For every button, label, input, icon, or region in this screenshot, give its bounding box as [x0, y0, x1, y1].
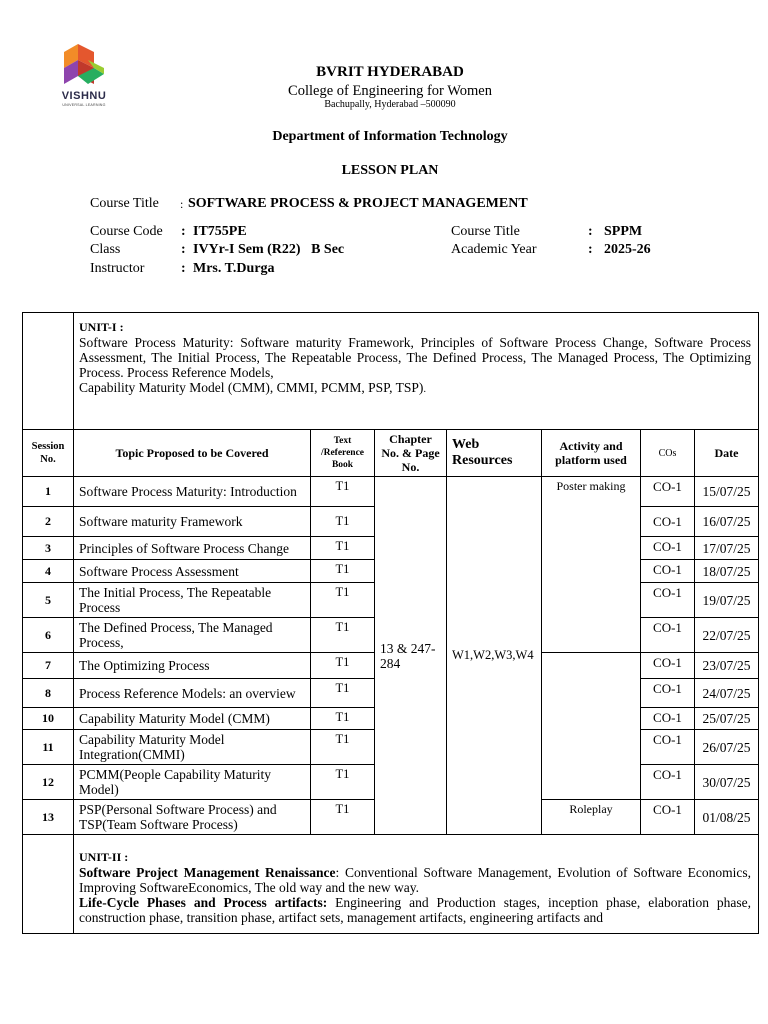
date: 15/07/25	[695, 477, 759, 507]
logo-name: VISHNU	[61, 90, 107, 102]
topic: Process Reference Models: an overview	[74, 679, 311, 708]
col-header-web: Web Resources	[447, 430, 542, 477]
academic-year-value: 2025-26	[604, 242, 651, 257]
session-no: 7	[23, 653, 74, 679]
co: CO-1	[641, 618, 695, 653]
text-book: T1	[311, 507, 375, 537]
date: 22/07/25	[695, 618, 759, 653]
topic: The Initial Process, The Repeatable Process	[74, 583, 311, 618]
co: CO-1	[641, 507, 695, 537]
lesson-plan-table	[22, 312, 759, 934]
course-code-label: Course Code	[90, 224, 163, 239]
topic: The Defined Process, The Managed Process,	[74, 618, 311, 653]
instructor-label: Instructor	[90, 261, 145, 276]
table-row	[23, 477, 759, 507]
co: CO-1	[641, 765, 695, 800]
topic: Software maturity Framework	[74, 507, 311, 537]
document-title: LESSON PLAN	[341, 163, 439, 178]
text-book: T1	[311, 477, 375, 507]
date: 25/07/25	[695, 708, 759, 730]
col-header-topic: Topic Proposed to be Covered	[74, 430, 311, 477]
activity-cell-2: Roleplay	[542, 800, 641, 835]
unit-1-title: UNIT-I :	[79, 320, 124, 334]
text-book: T1	[311, 765, 375, 800]
text-book: T1	[311, 653, 375, 679]
col-header-cos: COs	[641, 430, 695, 477]
topic: PCMM(People Capability Maturity Model)	[74, 765, 311, 800]
course-title-label: Course Title	[90, 196, 159, 211]
topic: Software Process Maturity: Introduction	[74, 477, 311, 507]
text-book: T1	[311, 560, 375, 583]
co: CO-1	[641, 653, 695, 679]
short-title-value: SPPM	[604, 224, 643, 239]
unit-2-content	[74, 835, 759, 935]
co: CO-1	[641, 537, 695, 560]
co: CO-1	[641, 477, 695, 507]
date: 26/07/25	[695, 730, 759, 765]
text-book: T1	[311, 618, 375, 653]
instructor-value: Mrs. T.Durga	[193, 261, 275, 276]
college-name: College of Engineering for Women	[288, 83, 492, 99]
session-no: 8	[23, 679, 74, 708]
session-no: 6	[23, 618, 74, 653]
col-header-chapter: Chapter No. & Page No.	[375, 430, 447, 477]
unit-1-row	[23, 313, 759, 430]
unit-2-para-2: Life-Cycle Phases and Process artifacts: Engineering and Production stages, inception phase, elaboration phase, construction phase, transition phase, artifact sets, management artifacts, engineering artifacts and	[79, 895, 752, 925]
unit-1-content	[74, 313, 759, 430]
class-value: IVYr-I Sem (R22) B Sec	[193, 242, 345, 257]
date: 19/07/25	[695, 583, 759, 618]
activity-cell-1: Poster making	[542, 477, 641, 653]
col-header-activity: Activity and platform used	[542, 430, 641, 477]
topic: Capability Maturity Model Integration(CMMI)	[74, 730, 311, 765]
course-code-colon: :	[181, 224, 186, 239]
course-code-value: IT755PE	[193, 224, 247, 239]
session-no: 3	[23, 537, 74, 560]
date: 30/07/25	[695, 765, 759, 800]
co: CO-1	[641, 560, 695, 583]
institution-name: BVRIT HYDERABAD	[316, 64, 464, 80]
unit-2-para-1: Software Project Management Renaissance: Conventional Software Management, Evolution of Software Economics, Improving SoftwareEconomics, The old way and the new way.	[79, 865, 751, 895]
date: 01/08/25	[695, 800, 759, 835]
short-title-colon: :	[588, 224, 593, 239]
co: CO-1	[641, 730, 695, 765]
session-no: 2	[23, 507, 74, 537]
co: CO-1	[641, 583, 695, 618]
text-book: T1	[311, 800, 375, 835]
short-title-label: Course Title	[451, 224, 520, 239]
date: 17/07/25	[695, 537, 759, 560]
co: CO-1	[641, 679, 695, 708]
date: 23/07/25	[695, 653, 759, 679]
text-book: T1	[311, 583, 375, 618]
session-no: 1	[23, 477, 74, 507]
session-no: 10	[23, 708, 74, 730]
col-header-session: Session No.	[23, 430, 74, 477]
instructor-colon: :	[181, 261, 186, 276]
college-address: Bachupally, Hyderabad –500090	[324, 99, 456, 110]
text-book: T1	[311, 730, 375, 765]
date: 18/07/25	[695, 560, 759, 583]
unit-1-text-2: Capability Maturity Model (CMM), CMMI, PCMM, PSP, TSP).	[79, 380, 426, 395]
class-colon: :	[181, 242, 186, 257]
academic-year-colon: :	[588, 242, 593, 257]
session-no: 13	[23, 800, 74, 835]
unit-1-text: Software Process Maturity: Software maturity Framework, Principles of Software Process Change, Software Process Assessment, The Initial Process, The Repeatable Process, The Defined Process, The Managed Process, The Optimizing Process. Process Reference Models,	[79, 335, 752, 380]
chapter-cell: 13 & 247-284	[375, 477, 447, 835]
session-no: 11	[23, 730, 74, 765]
session-no: 5	[23, 583, 74, 618]
unit-2-title: UNIT-II :	[79, 850, 129, 864]
course-title-colon: :	[180, 197, 184, 211]
co: CO-1	[641, 708, 695, 730]
session-no: 4	[23, 560, 74, 583]
academic-year-label: Academic Year	[451, 242, 537, 257]
table-header-row	[23, 430, 759, 477]
page-break-line	[22, 933, 759, 934]
department-name: Department of Information Technology	[272, 129, 508, 144]
logo-tagline: UNIVERSAL LEARNING	[62, 103, 106, 107]
activity-cell-empty	[542, 653, 641, 800]
course-title-value: SOFTWARE PROCESS & PROJECT MANAGEMENT	[188, 196, 528, 211]
co: CO-1	[641, 800, 695, 835]
date: 16/07/25	[695, 507, 759, 537]
topic: PSP(Personal Software Process) and TSP(Team Software Process)	[74, 800, 311, 835]
web-resources-cell: W1,W2,W3,W4	[447, 477, 542, 835]
text-book: T1	[311, 537, 375, 560]
col-header-date: Date	[695, 430, 759, 477]
topic: Software Process Assessment	[74, 560, 311, 583]
class-label: Class	[90, 242, 121, 257]
topic: Capability Maturity Model (CMM)	[74, 708, 311, 730]
topic: Principles of Software Process Change	[74, 537, 311, 560]
topic: The Optimizing Process	[74, 653, 311, 679]
unit-2-row	[23, 835, 759, 935]
text-book: T1	[311, 708, 375, 730]
col-header-text-book: Text /Reference Book	[311, 430, 375, 477]
text-book: T1	[311, 679, 375, 708]
date: 24/07/25	[695, 679, 759, 708]
session-no: 12	[23, 765, 74, 800]
